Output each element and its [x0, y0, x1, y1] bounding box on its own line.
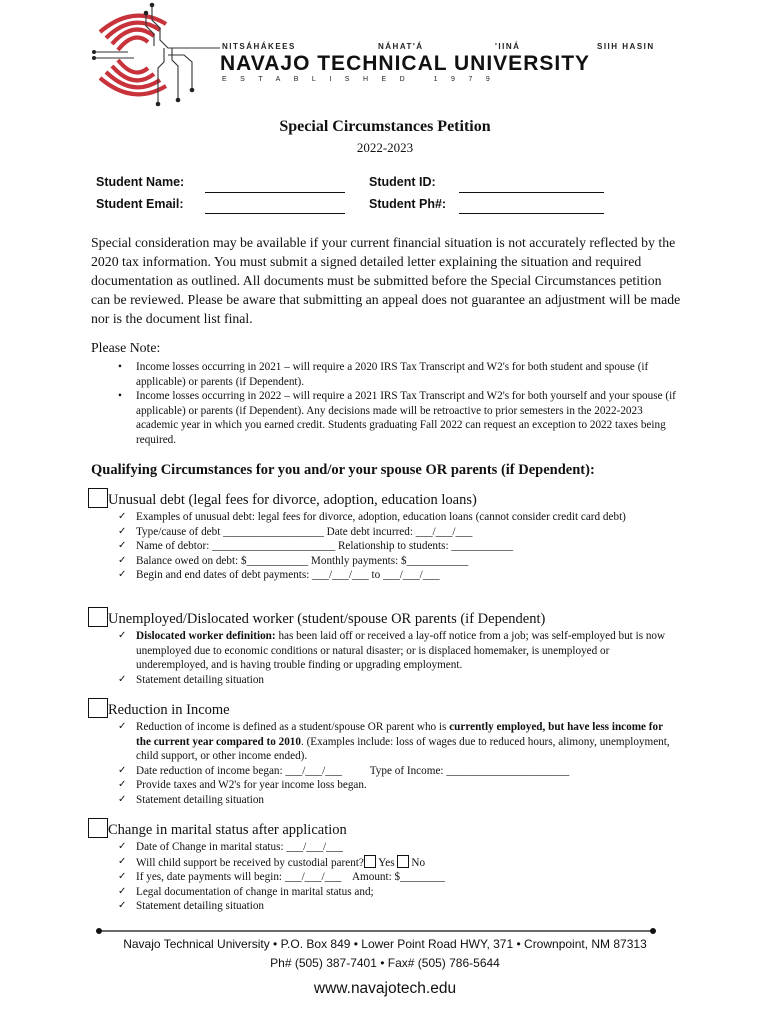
list-item: ✓ Reduction of income is defined as a student/spouse OR parent who is currently employed, but have less income for the current year compared to 2010. (Examples include: loss of wages due to reduced hours, alimony, unemployment, child support, or other income ended).	[118, 721, 670, 763]
list-item: ✓ Dislocated worker definition: has been laid off or received a lay-off notice from a job; was self-employed but is now unemployed due to economic conditions or natural disaster; or is displaced homemaker, is unemployed or underemployed, and is having trouble finding or upgrading employment.	[118, 630, 666, 672]
student-email-field[interactable]	[205, 213, 345, 214]
list-item: ✓ Examples of unusual debt: legal fees for divorce, adoption, education loans (cannot consider credit card debt)	[118, 511, 626, 523]
check-icon: ✓	[118, 841, 127, 852]
reduction-list	[118, 720, 676, 808]
university-logo-icon	[88, 0, 228, 110]
list-item: • Income losses occurring in 2021 – will require a 2020 IRS Tax Transcript and W2's for both student and spouse (if applicable) or parents (if Dependent).	[118, 361, 649, 388]
list-item: ✓ Provide taxes and W2's for year income loss began.	[118, 779, 367, 792]
marital-section-title: Change in marital status after application	[108, 822, 347, 838]
tagline-4: SIIH HASIN	[597, 42, 655, 51]
no-label: No	[411, 856, 426, 869]
list-item: ✓ Legal documentation of change in marital status and;	[118, 885, 374, 898]
list-item: ✓ Statement detailing situation	[118, 793, 265, 806]
debt-section-title: Unusual debt (legal fees for divorce, adoption, education loans)	[108, 492, 477, 508]
check-icon: ✓	[118, 540, 127, 552]
no-checkbox[interactable]	[397, 855, 409, 868]
unemployed-list	[118, 629, 681, 687]
reduction-section-title: Reduction in Income	[108, 702, 230, 718]
footer-address: Navajo Technical University • P.O. Box 849 • Lower Point Road HWY, 371 • Crownpoint, NM 87313	[123, 937, 647, 951]
list-item: ✓ Statement detailing situation	[118, 900, 265, 913]
academic-year: 2022-2023	[356, 140, 414, 155]
list-item: ✓ Date reduction of income began: ___/___/___ Type of Income: ______________________	[118, 764, 570, 777]
check-icon: ✓	[118, 511, 127, 522]
footer-website[interactable]: www.navajotech.edu	[313, 980, 457, 997]
student-id-field[interactable]	[459, 192, 604, 193]
check-icon: ✓	[118, 900, 127, 912]
student-ph-label: Student Ph#:	[369, 197, 447, 211]
list-item: ✓ If yes, date payments will begin: ___/___/___ Amount: $________	[118, 871, 445, 884]
check-icon: ✓	[118, 885, 127, 897]
yes-checkbox[interactable]	[364, 855, 376, 868]
check-icon: ✓	[118, 569, 127, 581]
list-item: • Income losses occurring in 2022 – will require a 2021 IRS Tax Transcript and W2's for both yourself and your spouse (if applicable) or parents (if Dependent). Any decisions made will be retroactive to prior semesters in the 2022-2023 academic year in which you earned credit. Students graduating Fall 2022 can request an exception to 2022 taxes being required.	[118, 390, 676, 446]
check-icon: ✓	[118, 764, 127, 776]
marital-checkbox[interactable]	[88, 818, 108, 838]
tagline-2: NÁHAT'Á	[378, 42, 424, 51]
tagline-3: 'IINÁ	[495, 42, 521, 51]
footer-phone: Ph# (505) 387-7401 • Fax# (505) 786-5644	[270, 956, 500, 970]
established-line: ESTABLISHED 1979	[222, 76, 504, 83]
check-icon: ✓	[118, 630, 127, 641]
check-icon: ✓	[118, 779, 127, 791]
check-icon: ✓	[118, 525, 127, 537]
reduction-checkbox[interactable]	[88, 698, 108, 718]
intro-paragraph: Special consideration may be available if your current financial situation is not accurately reflected by the 2020 tax information. You must submit a signed detailed letter explaining the situation and required documentation as outlined. All documents must be submitted before the Special Circumstances petition can be reviewed. Please be aware that submitting an appeal does not guarantee an adjustment will be made nor is the document list final.	[91, 235, 681, 326]
student-name-field[interactable]	[205, 192, 345, 193]
footer-divider	[95, 925, 660, 937]
student-id-label: Student ID:	[369, 175, 436, 189]
debt-checkbox[interactable]	[88, 488, 108, 508]
qualifying-heading: Qualifying Circumstances for you and/or your spouse OR parents (if Dependent):	[91, 462, 595, 478]
debt-list	[118, 510, 671, 583]
university-name: NAVAJO TECHNICAL UNIVERSITY	[220, 52, 591, 75]
list-item: ✓ Will child support be received by custodial parent? Yes No	[118, 855, 426, 869]
yes-label: Yes	[378, 856, 395, 869]
marital-list	[118, 840, 676, 914]
list-item: ✓ Name of debtor: ______________________ Relationship to students: ___________	[118, 540, 513, 553]
student-name-label: Student Name:	[96, 175, 185, 189]
list-item: ✓ Balance owed on debt: $___________ Monthly payments: $___________	[118, 554, 469, 567]
unemployed-checkbox[interactable]	[88, 607, 108, 627]
student-email-label: Student Email:	[96, 197, 184, 211]
check-icon: ✓	[118, 673, 127, 685]
note-heading: Please Note:	[91, 340, 161, 355]
list-item: ✓ Begin and end dates of debt payments: ___/___/___ to ___/___/___	[118, 569, 440, 582]
check-icon: ✓	[118, 721, 127, 732]
check-icon: ✓	[118, 793, 127, 805]
tagline-1: NITSÁHÁKEES	[222, 42, 296, 51]
check-icon: ✓	[118, 554, 127, 566]
page-title: Special Circumstances Petition	[279, 118, 491, 135]
list-item: ✓ Date of Change in marital status: ___/___/___	[118, 841, 343, 853]
unemployed-section-title: Unemployed/Dislocated worker (student/spouse OR parents (if Dependent)	[108, 611, 546, 627]
student-ph-field[interactable]	[459, 213, 604, 214]
list-item: ✓ Statement detailing situation	[118, 673, 265, 686]
list-item: ✓ Type/cause of debt __________________ Date debt incurred: ___/___/___	[118, 525, 473, 538]
check-icon: ✓	[118, 855, 127, 867]
check-icon: ✓	[118, 871, 127, 883]
note-list	[118, 360, 676, 448]
